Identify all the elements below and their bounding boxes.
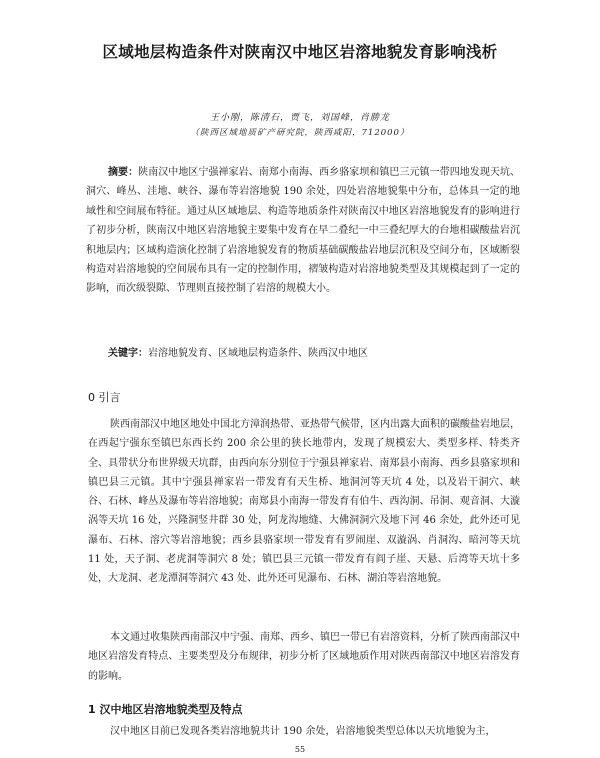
section-heading-intro: 0 引言 (88, 391, 121, 404)
paper-title: 区域地层构造条件对陕南汉中地区岩溶地貌发育影响浅析 (102, 43, 498, 61)
keywords-label: 关键字： (108, 348, 148, 359)
affiliation: （陕西区域地质矿产研究院，陕西咸阳，712000） (190, 128, 410, 138)
intro-paragraph-1: 陕西南部汉中地区地处中国北方漳润热带、亚热带气候带，区内出露大面积的碳酸盐岩地层，在西起宁强东至镇巴东西长约 200 余公里的狭长地带内，发现了规模宏大、类型多样、特类齐全、具带状分布世界级天坑群，由西向东分别位于宁强县禅家岩、南郑县小南海、西乡县骆家坝和镇巴县三元镇。其中宁强县禅家岩一带发育有天生桥、地洞河等天坑 4 处，以及岩干洞穴、峡谷、石林、峰丛及瀑布等岩溶地貌；南郑县小南海一带发育有伯牛、西沟洞、吊洞、观音洞、大漩涡等天坑 16 处，兴隆洞竖井群 30 处，阿龙沟地缝、大佛洞洞穴及地下河 46 余处，此外还可见瀑布、石林、溶穴等岩溶地貌；西乡县骆家坝一带发育有罗闹崖、双漩涡、肖洞沟、暗河等天坑 11 处，天子洞、老虎洞等洞穴 8 处；镇巴县三元镇一带发育有阎子崖、天悬、后湾等天坑十多处，大龙洞、老龙潭洞等洞穴 43 处、此外还可见瀑布、石林、湖泊等岩溶地貌。 (88, 419, 520, 585)
author-list: 王小刚，陈清石，贾飞，刘国峰，肖勝龙 (209, 113, 390, 123)
keywords (86, 346, 520, 362)
intro-paragraph-2: 本文通过收集陕西南部汉中宁强、南郑、西乡、镇巴一带已有岩溶资料，分析了陕西南部汉中地区岩溶发育特点、主要类型及分布规律，初步分析了区域地质作用对陕西南部汉中地区岩溶发育的影响。 (88, 632, 520, 682)
section-heading-1: 1 汉中地区岩溶地貌类型及特点 (88, 703, 243, 716)
abstract-label: 摘要： (108, 167, 139, 178)
page-number: 55 (294, 745, 306, 754)
keywords-text: 岩溶地貌发育、区域地层构造条件、陕西汉中地区 (148, 348, 368, 359)
abstract-text: 陕南汉中地区宁强禅家岩、南郑小南海、西乡骆家坝和镇巴三元镇一带四地发现天坑、洞穴、峰丛、洼地、峡谷、瀑布等岩溶地貌 190 余处，四处岩溶地貌集中分布，总体具一定的地域性和空间展布特征。通过从区域地层、构造等地质条件对陕南汉中地区岩溶地貌发育的影响进行了初步分析，陕南汉中地区岩溶地貌主要集中发育在早二叠纪一中三叠纪厚大的台地相碳酸盐岩沉积地层内；区域构造演化控制了岩溶地貌发育的物质基础碳酸盐岩地层沉积及空间分布，区域断裂构造对岩溶地貌的空间展布具有一定的控制作用，褶皱构造对岩溶地貌类型及其规模起到了一定的影响，而次级裂隙、节理则直接控制了岩溶的规模大小。 (86, 167, 521, 295)
abstract (86, 163, 520, 299)
section-1-paragraph: 汉中地区目前已发现各类岩溶地貌共计 190 余处，岩溶地貌类型总体以天坑地貌为主， (110, 726, 496, 737)
